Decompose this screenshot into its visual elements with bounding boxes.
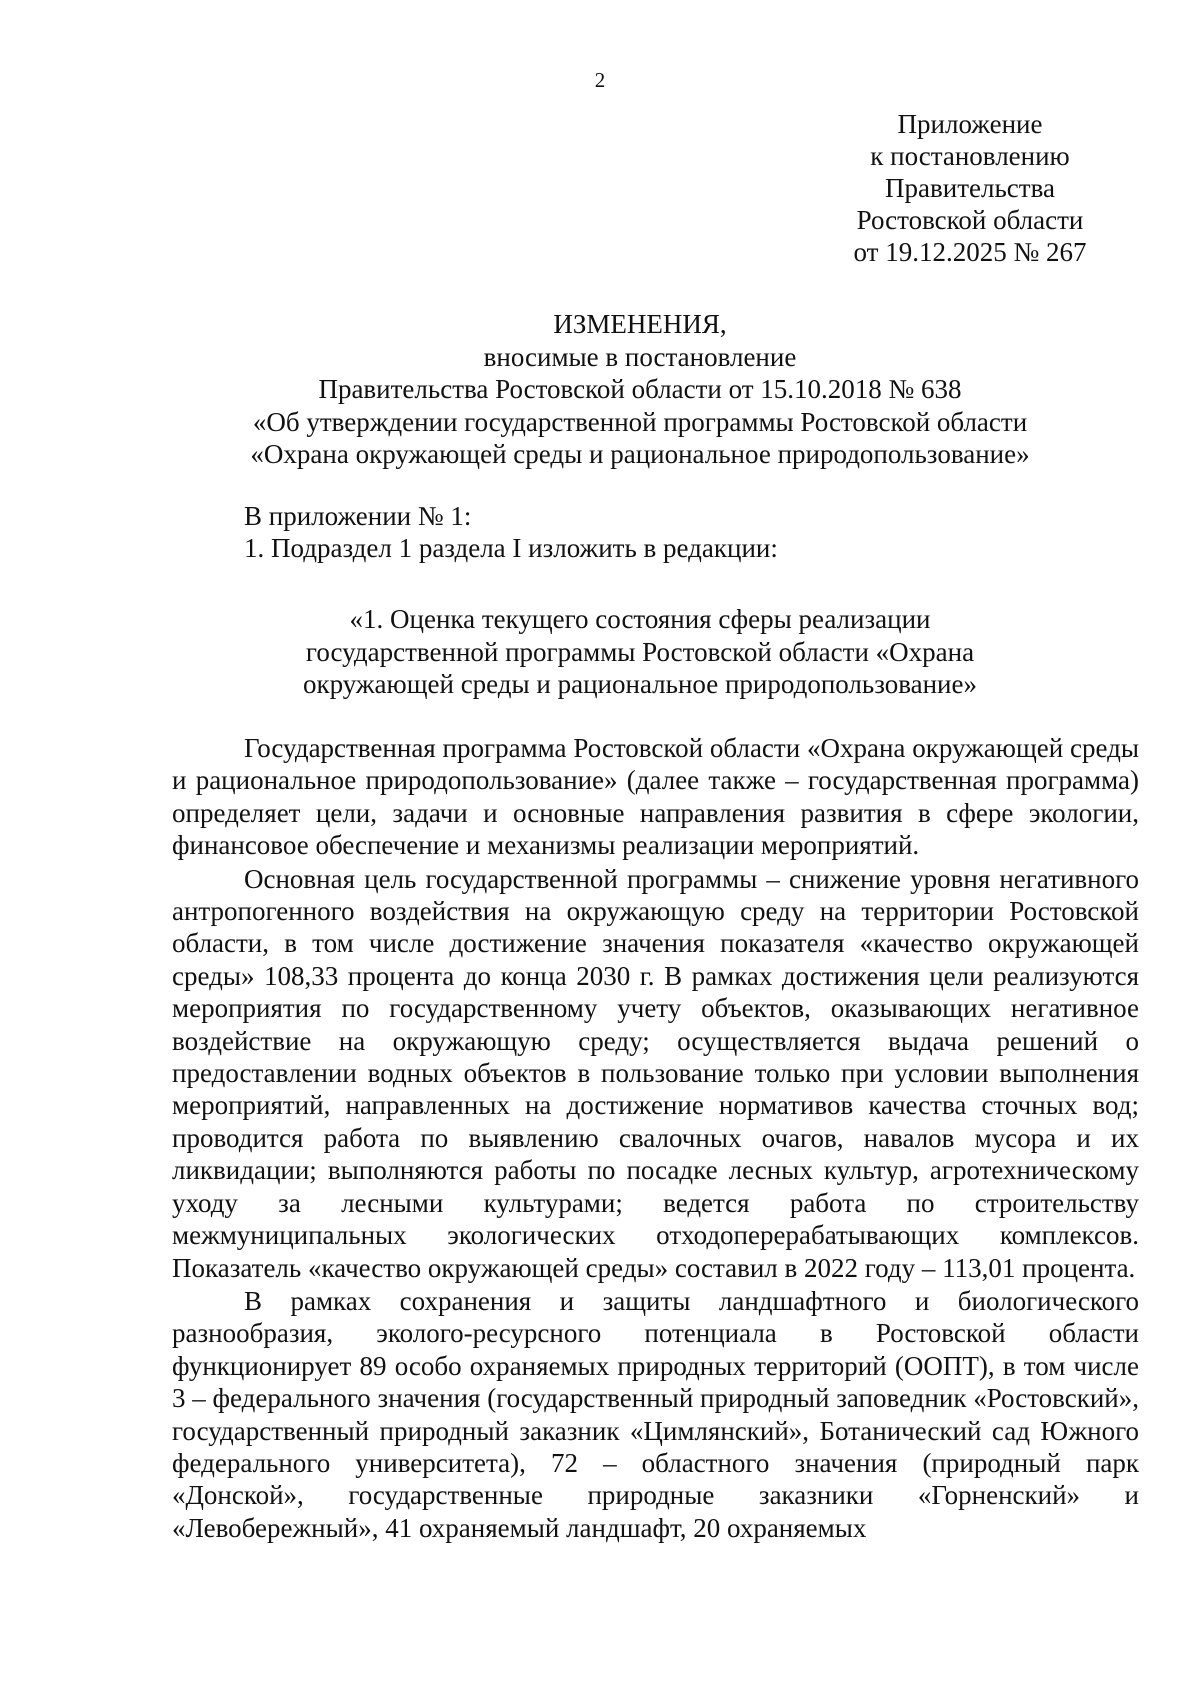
appendix-line: от 19.12.2025 № 267 <box>853 237 1087 267</box>
section-subtitle <box>160 603 1120 701</box>
subtitle-line: окружающей среды и рациональное природопользование» <box>303 669 977 699</box>
appendix-line: Ростовской области <box>856 205 1084 235</box>
title-line: «Охрана окружающей среды и рациональное природопользование» <box>250 439 1030 469</box>
body-paragraph: В рамках сохранения и защиты ландшафтного и биологического разнообразия, эколого-ресурсного потенциала в Ростовской области функционирует 89 особо охраняемых природных территорий (ООПТ), в том числе 3 – федерального значения (государственный природный заповедник «Ростовский», государственный природный заказник «Цимлянский», Ботанический сад Южного федерального университета), 72 – областного значения (природный парк «Донской», государственные природные заказники «Горненский» и «Левобережный», 41 охраняемый ландшафт, 20 охраняемых <box>172 1285 1139 1543</box>
subtitle-line: государственной программы Ростовской области «Охрана <box>305 636 975 667</box>
document-title <box>160 308 1120 471</box>
appendix-block <box>820 108 1120 268</box>
intro-block <box>244 500 1144 564</box>
body-paragraph: Основная цель государственной программы – снижение уровня негативного антропогенного воздействия на окружающую среду на территории Ростовской области, в том числе достижение значения показателя «качество окружающей среды» 108,33 процента до конца 2030 г. В рамках достижения цели реализуются мероприятия по государственному учету объектов, оказывающих негативное воздействие на окружающую среду; осуществляется выдача решений о предоставлении водных объектов в пользование только при условии выполнения мероприятий, направленных на достижение нормативов качества сточных вод; проводится работа по выявлению свалочных очагов, навалов мусора и их ликвидации; выполняются работы по посадке лесных культур, агротехническому уходу за лесными культурами; ведется работа по строительству межмуниципальных экологических отходоперерабатывающих комплексов. Показатель «качество окружающей среды» составил в 2022 году – 113,01 процента. <box>172 863 1139 1283</box>
title-line: ИЗМЕНЕНИЯ, <box>553 309 727 339</box>
title-line: «Об утверждении государственной программы Ростовской области <box>252 406 1028 437</box>
title-line: вносимые в постановление <box>483 341 797 372</box>
appendix-line: Правительства <box>885 173 1055 203</box>
body-text <box>172 732 1139 1544</box>
page-number: 2 <box>594 68 606 92</box>
title-line: Правительства Ростовской области от 15.10.2018 № 638 <box>318 374 962 404</box>
subtitle-line: «1. Оценка текущего состояния сферы реализации <box>349 604 931 634</box>
intro-line: В приложении № 1: <box>244 501 472 531</box>
appendix-line: Приложение <box>897 109 1043 139</box>
appendix-line: к постановлению <box>870 141 1070 171</box>
intro-line: 1. Подраздел 1 раздела I изложить в редакции: <box>244 533 778 563</box>
body-paragraph: Государственная программа Ростовской области «Охрана окружающей среды и рациональное природопользование» (далее также – государственная программа) определяет цели, задачи и основные направления развития в сфере экологии, финансовое обеспечение и механизмы реализации мероприятий. <box>172 733 1139 861</box>
